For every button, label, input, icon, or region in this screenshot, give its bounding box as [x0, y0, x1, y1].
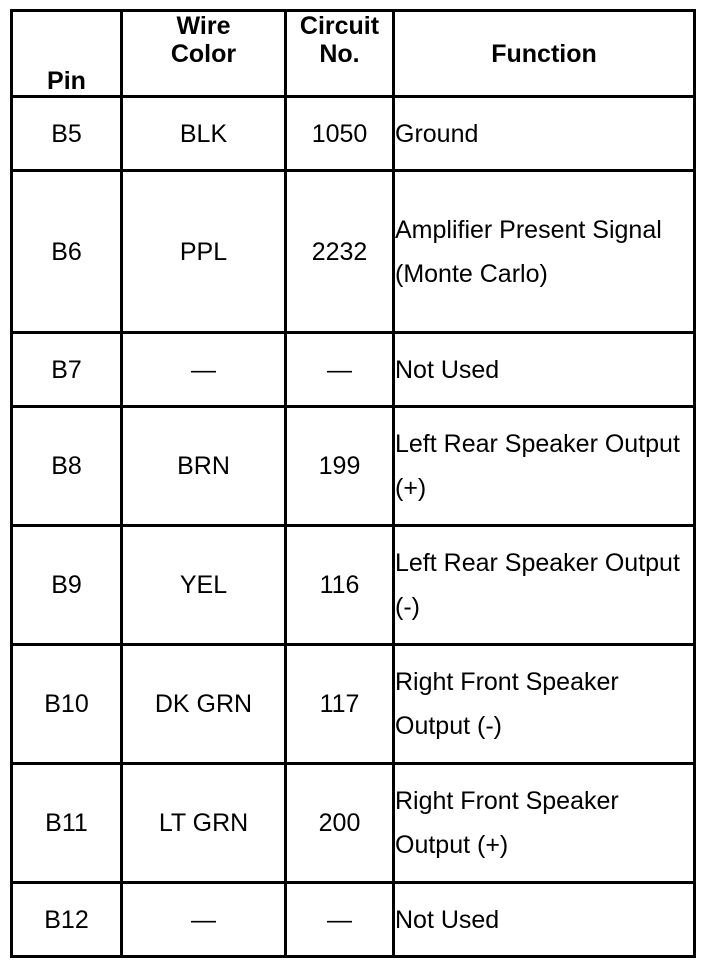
header-function: Function	[394, 11, 695, 97]
table-row	[12, 171, 695, 333]
cell-circuit-no: 2232	[286, 171, 394, 333]
cell-circuit-no: 117	[286, 645, 394, 764]
cell-function: Amplifier Present Signal (Monte Carlo)	[394, 171, 695, 333]
header-wire-color	[122, 11, 286, 97]
table-row	[12, 764, 695, 883]
cell-circuit-no: 200	[286, 764, 394, 883]
header-wire-color-line-1: Wire	[176, 12, 231, 40]
cell-wire-color: BRN	[122, 407, 286, 526]
cell-pin: B6	[12, 171, 122, 333]
table-row	[12, 526, 695, 645]
pin-function-table	[10, 9, 696, 958]
header-circuit-no-line-1: Circuit	[299, 12, 380, 40]
cell-pin: B12	[12, 883, 122, 957]
cell-function: Ground	[394, 97, 695, 171]
cell-pin: B9	[12, 526, 122, 645]
table-header-row	[12, 11, 695, 97]
cell-pin: B10	[12, 645, 122, 764]
cell-pin: B5	[12, 97, 122, 171]
cell-pin: B11	[12, 764, 122, 883]
table-row	[12, 333, 695, 407]
cell-circuit-no: 199	[286, 407, 394, 526]
cell-function: Left Rear Speaker Output (+)	[394, 407, 695, 526]
cell-wire-color: BLK	[122, 97, 286, 171]
cell-function: Right Front Speaker Output (-)	[394, 645, 695, 764]
cell-function: Left Rear Speaker Output (-)	[394, 526, 695, 645]
cell-pin: B7	[12, 333, 122, 407]
header-wire-color-line-2: Color	[170, 40, 237, 68]
cell-wire-color: —	[122, 333, 286, 407]
table-row	[12, 883, 695, 957]
cell-circuit-no: —	[286, 333, 394, 407]
cell-function: Right Front Speaker Output (+)	[394, 764, 695, 883]
table-row	[12, 97, 695, 171]
cell-pin: B8	[12, 407, 122, 526]
cell-wire-color: PPL	[122, 171, 286, 333]
cell-function: Not Used	[394, 883, 695, 957]
cell-wire-color: YEL	[122, 526, 286, 645]
header-circuit-no	[286, 11, 394, 97]
cell-circuit-no: 116	[286, 526, 394, 645]
cell-function: Not Used	[394, 333, 695, 407]
cell-wire-color: DK GRN	[122, 645, 286, 764]
cell-circuit-no: —	[286, 883, 394, 957]
table-row	[12, 645, 695, 764]
cell-wire-color: LT GRN	[122, 764, 286, 883]
header-pin: Pin	[12, 11, 122, 97]
table-row	[12, 407, 695, 526]
cell-circuit-no: 1050	[286, 97, 394, 171]
cell-wire-color: —	[122, 883, 286, 957]
header-circuit-no-line-2: No.	[319, 40, 360, 68]
